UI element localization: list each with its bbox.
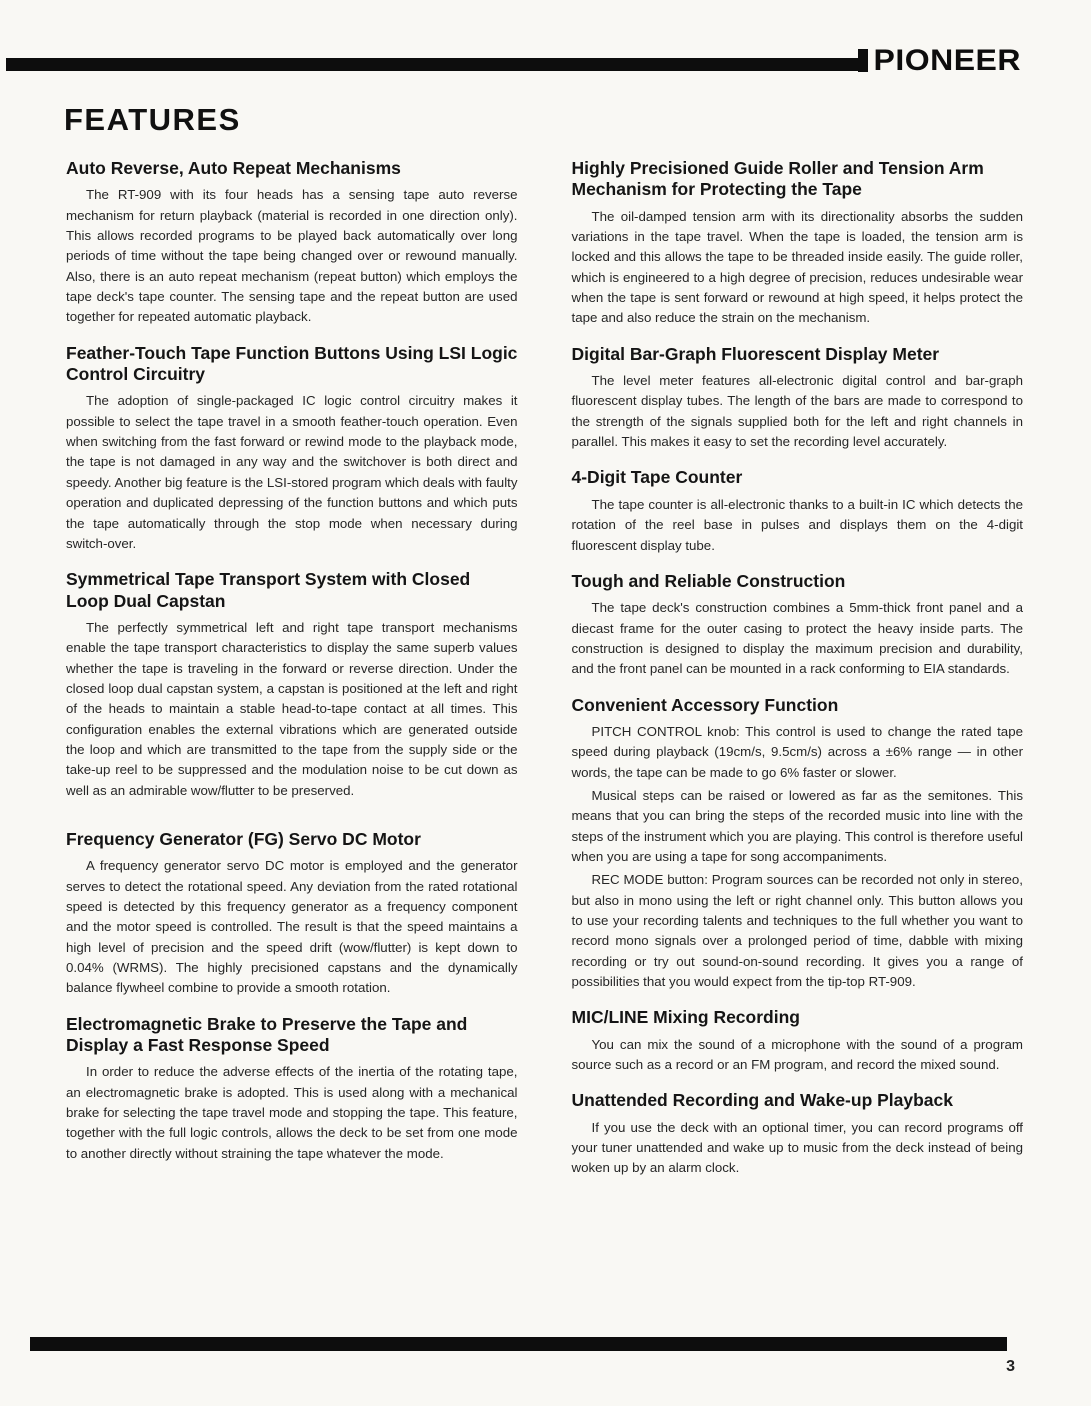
section-accessory-function: [572, 695, 1024, 993]
section-heading: 4-Digit Tape Counter: [571, 467, 743, 488]
section-unattended-recording: [572, 1090, 1024, 1178]
section-paragraph: The tape deck's construction combines a 5mm-thick front panel and a diecast frame for the outer casing to protect the heavy inside parts. The construction is designed to display the maximum precision and durability, and the front panel can be mounted in a rack conforming to EIA standards.: [571, 600, 1023, 677]
section-paragraph: You can mix the sound of a microphone with the sound of a program source such as a record or an FM program, and record the mixed sound.: [571, 1036, 1023, 1073]
pioneer-logo: [858, 42, 1021, 79]
section-auto-reverse: [66, 158, 518, 328]
section-symmetrical-transport: [66, 569, 518, 801]
section-fg-servo-motor: [66, 829, 518, 999]
section-mic-line-mixing: [572, 1007, 1024, 1075]
section-heading: Tough and Reliable Construction: [571, 570, 846, 591]
section-heading: MIC/LINE Mixing Recording: [571, 1007, 800, 1028]
page-number: 3: [1006, 1358, 1015, 1375]
section-heading: Unattended Recording and Wake-up Playback: [571, 1090, 954, 1111]
footer-rule: [30, 1337, 1007, 1351]
section-paragraph: The oil-damped tension arm with its directionality absorbs the sudden variations in the tape travel. When the tape is loaded, the tension arm is locked and this allows the tape to be threaded inside easily. The guide roller, which is engineered to a high degree of precision, reduces undesirable wear when the tape is sent forward or rewound at high speed, it helps protect the tape and also reduce the strain on the mechanism.: [571, 208, 1023, 326]
section-paragraph: The RT-909 with its four heads has a sensing tape auto reverse mechanism for return playback (material is recorded in one direction only). This allows recorded programs to be played back automatically over long periods of time without the tape being changed over or rewound manually. Also, there is an auto repeat mechanism (repeat button) which employs the tape deck's tape counter. The sensing tape and the repeat button are used together for repeated automatic playback.: [66, 187, 518, 325]
logo-accent-bar: [858, 49, 868, 72]
section-paragraph: If you use the deck with an optional timer, you can record programs off your tuner unattended and wake up to music from the deck instead of being woken up by an alarm clock.: [571, 1119, 1023, 1176]
section-paragraph: PITCH CONTROL knob: This control is used to change the rated tape speed during playback (19cm/s, 9.5cm/s) across a ±6% range — in other words, the tape can be made to go 6% faster or slower.: [571, 723, 1023, 780]
section-paragraph: In order to reduce the adverse effects of the inertia of the rotating tape, an electromagnetic brake is adopted. This is used along with a mechanical brake for selecting the tape travel mode and stopping the tape. This feature, together with the full logic controls, allows the deck to be set from one mode to another directly without straining the tape whatever the mode.: [66, 1064, 518, 1161]
section-heading: Auto Reverse, Auto Repeat Mechanisms: [66, 158, 401, 178]
header-rule: [6, 58, 868, 71]
section-paragraph: The perfectly symmetrical left and right tape transport mechanisms enable the tape transport characteristics to display the same superb values whether the tape is traveling in the forward or reverse direction. Under the closed loop dual capstan system, a capstan is positioned at the left and right of the heads to maintain a stable head-to-tape contact at all times. This configuration enables the external vibrations which are generated outside the loop and which are transmitted to the tape from the supply side or the take-up reel to be suppressed and the modulation noise to be cut down as well as an admirable wow/flutter to be preserved.: [66, 619, 518, 798]
section-bar-graph-meter: [572, 344, 1024, 453]
brand-name: PIONEER: [873, 43, 1021, 77]
section-construction: [572, 571, 1024, 680]
section-paragraph: The adoption of single-packaged IC logic control circuitry makes it possible to select the tape travel in a smooth feather-touch operation. Even when switching from the fast forward or rewind mode to the playback mode, the tape is not damaged in any way and the switchover is both direct and speedy. Another big feature is the LSI-stored program which deals with faulty operation and duplicated depressing of the function buttons and which puts the tape automatically through the stop mode when necessary during switch-over.: [66, 393, 518, 551]
left-column: [66, 158, 518, 1182]
section-heading: Electromagnetic Brake to Preserve the Tape and Display a Fast Response Speed: [66, 1013, 468, 1056]
page-title: FEATURES: [64, 102, 241, 137]
section-heading: Symmetrical Tape Transport System with Closed Loop Dual Capstan: [66, 569, 471, 611]
content-columns: [0, 138, 1091, 1182]
section-paragraph: The tape counter is all-electronic thanks to a built-in IC which detects the rotation of the reel base in pulses and displays them on the 4-digit fluorescent display tube.: [571, 496, 1023, 553]
section-paragraph: Musical steps can be raised or lowered as far as the semitones. This means that you can bring the steps of the recorded music into line with the steps of the instrument which you are playing. This control is therefore useful when you are using a tape for song accompaniments.: [571, 787, 1023, 864]
section-heading: Frequency Generator (FG) Servo DC Motor: [66, 828, 421, 849]
section-paragraph: The level meter features all-electronic digital control and bar-graph fluorescent display tubes. The length of the bars are made to correspond to the strength of the signals supplied both for the left and right channels in parallel. This makes it easy to set the recording level accurately.: [571, 373, 1023, 450]
section-heading: Digital Bar-Graph Fluorescent Display Meter: [571, 343, 940, 364]
section-feather-touch: [66, 343, 518, 554]
section-heading: Convenient Accessory Function: [571, 694, 839, 715]
section-tape-counter: [572, 467, 1024, 555]
right-column: [572, 158, 1024, 1182]
section-electromagnetic-brake: [66, 1014, 518, 1164]
section-guide-roller-tension-arm: [572, 158, 1024, 329]
section-paragraph: REC MODE button: Program sources can be recorded not only in stereo, but also in mono using the left or right channel only. This button allows you to use your recording talents and techniques to the full whether you want to record mono signals over a prolonged period of time, dabble with mixing recording or try out sound-on-sound recording. It gives you a range of possibilities that you would expect from the tip-top RT-909.: [571, 872, 1023, 990]
section-paragraph: A frequency generator servo DC motor is employed and the generator serves to detect the rotational speed. Any deviation from the rated rotational speed is detected by this frequency generator as a frequency component and the motor speed is controlled. The result is that the speed maintains a high level of precision and the speed drift (wow/flutter) is kept down to 0.04% (WRMS). The highly precisioned capstans and the dynamically balance flywheel combine to provide a smooth rotation.: [66, 858, 518, 996]
section-heading: Highly Precisioned Guide Roller and Tension Arm Mechanism for Protecting the Tape: [571, 158, 984, 200]
section-heading: Feather-Touch Tape Function Buttons Using LSI Logic Control Circuitry: [66, 342, 518, 385]
